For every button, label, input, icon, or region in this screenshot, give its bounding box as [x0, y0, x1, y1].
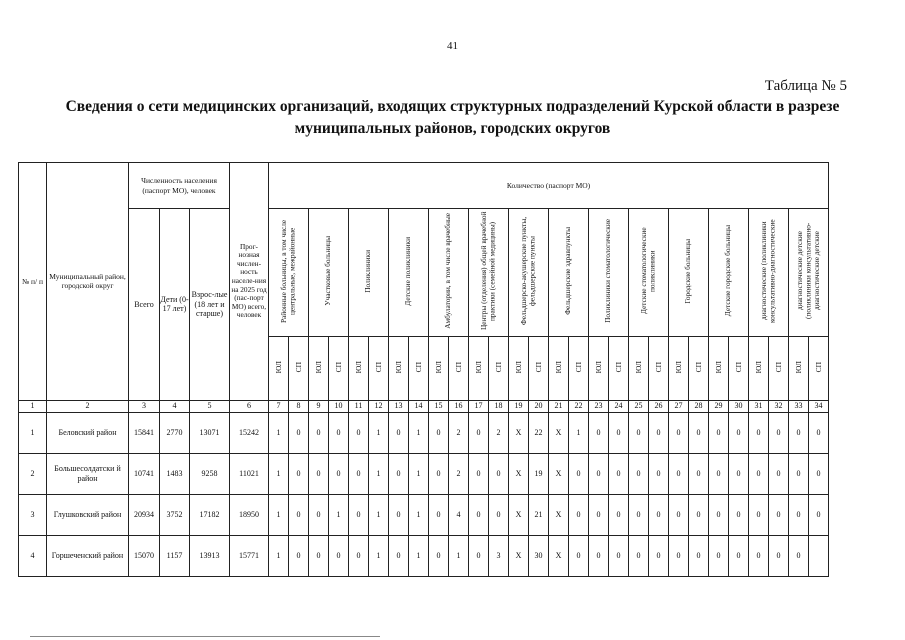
value-cell: 2 — [449, 453, 469, 494]
value-cell: 15242 — [230, 412, 269, 453]
value-cell: 0 — [709, 412, 729, 453]
value-cell: X — [549, 412, 569, 453]
value-cell: 0 — [589, 453, 609, 494]
value-cell: 1 — [269, 453, 289, 494]
header-sub-structural-unit — [729, 336, 749, 400]
header-sub-label: ЮЛ — [593, 360, 603, 373]
data-table — [18, 162, 829, 577]
page-bottom-rule — [30, 636, 380, 637]
column-number: 13 — [389, 400, 409, 412]
value-cell: 0 — [289, 494, 309, 535]
header-sub-label: ЮЛ — [273, 360, 283, 373]
value-cell: 0 — [309, 453, 329, 494]
value-cell: 1 — [329, 494, 349, 535]
value-cell: 0 — [469, 535, 489, 576]
value-cell: 20934 — [129, 494, 160, 535]
value-cell: 0 — [609, 453, 629, 494]
header-sub-legal-entity — [549, 336, 569, 400]
value-cell: 0 — [569, 494, 589, 535]
value-cell: 1 — [369, 535, 389, 576]
header-sub-label: СП — [293, 361, 303, 372]
value-cell: 1 — [409, 494, 429, 535]
value-cell: 18950 — [230, 494, 269, 535]
value-cell: 0 — [349, 412, 369, 453]
value-cell: 0 — [729, 412, 749, 453]
header-forecast: Прог-нозная числен-ность населе-ния на 2025 год (пас-порт МО) всего, человек — [230, 163, 269, 401]
value-cell: 0 — [309, 494, 329, 535]
header-children: Дети (0-17 лет) — [160, 209, 190, 401]
header-sub-legal-entity — [309, 336, 329, 400]
value-cell: 0 — [389, 535, 409, 576]
header-sub-legal-entity — [349, 336, 369, 400]
header-sub-label: ЮЛ — [553, 360, 563, 373]
header-sub-legal-entity — [389, 336, 409, 400]
header-category-label: диагностические детские (поликлиники консультативно-диагностические детские — [794, 222, 821, 320]
header-sub-label: ЮЛ — [473, 360, 483, 373]
header-category-11 — [669, 209, 709, 337]
header-sub-label: СП — [453, 361, 463, 372]
value-cell: 0 — [649, 412, 669, 453]
header-sub-legal-entity — [429, 336, 449, 400]
header-sub-legal-entity — [669, 336, 689, 400]
value-cell: 0 — [429, 412, 449, 453]
value-cell: 0 — [629, 412, 649, 453]
value-cell: 0 — [489, 453, 509, 494]
header-district: Муниципальный район, городской округ — [47, 163, 129, 401]
value-cell: 0 — [789, 535, 809, 576]
header-sub-label: СП — [653, 361, 663, 372]
value-cell: 1 — [369, 494, 389, 535]
header-sub-structural-unit — [569, 336, 589, 400]
value-cell: X — [549, 535, 569, 576]
header-sub-label: СП — [333, 361, 343, 372]
district-cell: Глушковский район — [47, 494, 129, 535]
row-number-cell: 3 — [19, 494, 47, 535]
column-number: 33 — [789, 400, 809, 412]
header-category-label: Детские стоматологические поликлиники — [639, 227, 657, 315]
header-sub-label: ЮЛ — [353, 360, 363, 373]
value-cell: 1 — [269, 535, 289, 576]
header-category-label: Поликлиники стоматологические — [603, 219, 613, 323]
header-sub-structural-unit — [369, 336, 389, 400]
header-category-1 — [269, 209, 309, 337]
column-number: 32 — [769, 400, 789, 412]
header-category-label: Амбулатории, в том числе врачебные — [443, 213, 453, 329]
value-cell: 0 — [669, 494, 689, 535]
value-cell: 0 — [609, 535, 629, 576]
value-cell: 11021 — [230, 453, 269, 494]
header-category-13 — [749, 209, 789, 337]
value-cell: 0 — [749, 494, 769, 535]
header-sub-structural-unit — [329, 336, 349, 400]
header-quantity-group: Количество (паспорт МО) — [269, 163, 829, 209]
value-cell: 1 — [409, 412, 429, 453]
header-sub-label: СП — [733, 361, 743, 372]
table-row — [19, 535, 829, 576]
header-sub-legal-entity — [709, 336, 729, 400]
value-cell: 0 — [489, 494, 509, 535]
value-cell: 0 — [789, 494, 809, 535]
header-sub-structural-unit — [449, 336, 469, 400]
value-cell: 0 — [429, 494, 449, 535]
value-cell: 0 — [569, 453, 589, 494]
value-cell: 0 — [349, 494, 369, 535]
value-cell: 0 — [309, 412, 329, 453]
header-sub-structural-unit — [689, 336, 709, 400]
value-cell: X — [509, 453, 529, 494]
header-category-label: Участковые больницы — [323, 236, 333, 306]
value-cell: 1 — [269, 412, 289, 453]
value-cell: 19 — [529, 453, 549, 494]
header-category-label: Фельдшерско-акушерские пункты, фельдшерские пункты — [519, 216, 537, 326]
document-title: Сведения о сети медицинских организаций, входящих структурных подразделений Курской области в разрезе муниципальных районов, городских округов — [65, 98, 840, 137]
header-sub-label: СП — [773, 361, 783, 372]
value-cell: 0 — [589, 412, 609, 453]
value-cell: 0 — [689, 453, 709, 494]
value-cell: 1 — [409, 453, 429, 494]
column-number: 22 — [569, 400, 589, 412]
value-cell: 0 — [749, 535, 769, 576]
column-number: 10 — [329, 400, 349, 412]
column-number: 18 — [489, 400, 509, 412]
row-number-cell: 1 — [19, 412, 47, 453]
value-cell: 1 — [369, 453, 389, 494]
header-sub-label: ЮЛ — [753, 360, 763, 373]
header-category-label: Фельдшерские здравпункты — [563, 227, 573, 315]
header-sub-label: ЮЛ — [393, 360, 403, 373]
district-cell: Горшеченский район — [47, 535, 129, 576]
header-sub-structural-unit — [409, 336, 429, 400]
column-number: 24 — [609, 400, 629, 412]
column-number: 30 — [729, 400, 749, 412]
value-cell: 3 — [489, 535, 509, 576]
value-cell: X — [549, 453, 569, 494]
column-number: 1 — [19, 400, 47, 412]
value-cell: 0 — [349, 453, 369, 494]
column-number: 2 — [47, 400, 129, 412]
value-cell: 1 — [569, 412, 589, 453]
header-sub-structural-unit — [529, 336, 549, 400]
value-cell: 0 — [609, 412, 629, 453]
column-number: 29 — [709, 400, 729, 412]
value-cell: 0 — [789, 453, 809, 494]
header-category-label: Детские городские больницы — [723, 225, 733, 317]
header-category-14 — [789, 209, 829, 337]
value-cell: 0 — [689, 494, 709, 535]
value-cell: 1 — [409, 535, 429, 576]
column-number: 28 — [689, 400, 709, 412]
header-sub-legal-entity — [269, 336, 289, 400]
table-row — [19, 494, 829, 535]
header-sub-legal-entity — [469, 336, 489, 400]
column-number: 16 — [449, 400, 469, 412]
value-cell: 0 — [809, 453, 829, 494]
value-cell: 22 — [529, 412, 549, 453]
header-category-label: диагностические (поликлиники консультативно-диагностические — [759, 219, 777, 323]
header-sub-label: СП — [373, 361, 383, 372]
header-sub-label: СП — [493, 361, 503, 372]
value-cell: 15070 — [129, 535, 160, 576]
value-cell: 0 — [349, 535, 369, 576]
value-cell: 0 — [289, 412, 309, 453]
column-number: 11 — [349, 400, 369, 412]
value-cell: 0 — [609, 494, 629, 535]
column-number: 19 — [509, 400, 529, 412]
value-cell: 1 — [269, 494, 289, 535]
value-cell: X — [509, 412, 529, 453]
value-cell: 4 — [449, 494, 469, 535]
value-cell: 0 — [769, 453, 789, 494]
district-cell: Беловский район — [47, 412, 129, 453]
value-cell: 1157 — [160, 535, 190, 576]
header-category-8 — [549, 209, 589, 337]
header-category-label: Детские поликлиники — [403, 236, 413, 306]
value-cell: 0 — [769, 535, 789, 576]
header-total: Всего — [129, 209, 160, 401]
value-cell: 0 — [809, 412, 829, 453]
header-category-9 — [589, 209, 629, 337]
header-sub-label: ЮЛ — [713, 360, 723, 373]
value-cell: 0 — [769, 494, 789, 535]
value-cell: 0 — [669, 453, 689, 494]
column-number: 15 — [429, 400, 449, 412]
column-number: 23 — [589, 400, 609, 412]
header-sub-structural-unit — [809, 336, 829, 400]
header-sub-structural-unit — [289, 336, 309, 400]
header-sub-label: ЮЛ — [313, 360, 323, 373]
column-number: 17 — [469, 400, 489, 412]
header-category-6 — [469, 209, 509, 337]
header-category-4 — [389, 209, 429, 337]
column-number: 4 — [160, 400, 190, 412]
value-cell: X — [509, 535, 529, 576]
column-number: 34 — [809, 400, 829, 412]
value-cell: 0 — [309, 535, 329, 576]
column-number: 20 — [529, 400, 549, 412]
value-cell: 0 — [729, 535, 749, 576]
header-sub-legal-entity — [509, 336, 529, 400]
header-category-3 — [349, 209, 389, 337]
value-cell: 30 — [529, 535, 549, 576]
value-cell: 0 — [589, 535, 609, 576]
column-number: 31 — [749, 400, 769, 412]
header-sub-label: ЮЛ — [513, 360, 523, 373]
header-sub-label: СП — [533, 361, 543, 372]
value-cell: 0 — [389, 494, 409, 535]
column-number: 9 — [309, 400, 329, 412]
value-cell: 2770 — [160, 412, 190, 453]
value-cell: X — [549, 494, 569, 535]
value-cell: 0 — [629, 494, 649, 535]
value-cell: 0 — [569, 535, 589, 576]
value-cell: 0 — [629, 535, 649, 576]
value-cell: 0 — [329, 535, 349, 576]
value-cell: 2 — [489, 412, 509, 453]
header-category-label: Центры (отделения) общей врачебной практики (семейной медицины) — [479, 211, 497, 331]
header-sub-label: СП — [613, 361, 623, 372]
header-sub-label: ЮЛ — [633, 360, 643, 373]
header-sub-legal-entity — [589, 336, 609, 400]
column-number: 3 — [129, 400, 160, 412]
header-sub-label: СП — [813, 361, 823, 372]
header-sub-structural-unit — [489, 336, 509, 400]
column-number: 5 — [190, 400, 230, 412]
value-cell: 0 — [469, 494, 489, 535]
table-label: Таблица № 5 — [764, 78, 847, 94]
column-number: 7 — [269, 400, 289, 412]
page-number: 41 — [447, 40, 458, 52]
column-number: 14 — [409, 400, 429, 412]
value-cell: 3752 — [160, 494, 190, 535]
header-sub-label: СП — [413, 361, 423, 372]
value-cell: 13071 — [190, 412, 230, 453]
value-cell: 0 — [329, 412, 349, 453]
value-cell: 0 — [809, 494, 829, 535]
value-cell: 9258 — [190, 453, 230, 494]
column-number: 8 — [289, 400, 309, 412]
table-row — [19, 453, 829, 494]
value-cell: 0 — [789, 412, 809, 453]
value-cell: 0 — [589, 494, 609, 535]
header-category-label: Поликлиники — [363, 249, 373, 293]
value-cell: 0 — [389, 412, 409, 453]
header-category-2 — [309, 209, 349, 337]
value-cell: 0 — [669, 412, 689, 453]
value-cell: 0 — [769, 412, 789, 453]
header-sub-label: СП — [573, 361, 583, 372]
header-sub-structural-unit — [609, 336, 629, 400]
value-cell: 1483 — [160, 453, 190, 494]
value-cell: 15841 — [129, 412, 160, 453]
header-category-10 — [629, 209, 669, 337]
header-sub-label: СП — [693, 361, 703, 372]
header-sub-label: ЮЛ — [433, 360, 443, 373]
value-cell: 0 — [429, 535, 449, 576]
header-category-label: Районные больницы, в том числе центральные, межрайонные — [279, 219, 297, 323]
header-row-number: № п/ п — [19, 163, 47, 401]
column-number-row — [19, 400, 829, 412]
value-cell: 0 — [469, 412, 489, 453]
value-cell: 0 — [729, 494, 749, 535]
header-population-group: Численность населения (паспорт МО), человек — [129, 163, 230, 209]
value-cell: 0 — [709, 453, 729, 494]
header-sub-legal-entity — [789, 336, 809, 400]
value-cell: 0 — [729, 453, 749, 494]
header-sub-legal-entity — [629, 336, 649, 400]
table-row — [19, 412, 829, 453]
header-sub-label: ЮЛ — [673, 360, 683, 373]
column-number: 25 — [629, 400, 649, 412]
value-cell: X — [509, 494, 529, 535]
value-cell: 0 — [329, 453, 349, 494]
header-adults: Взрос-лые (18 лет и старше) — [190, 209, 230, 401]
value-cell: 15771 — [230, 535, 269, 576]
row-number-cell: 4 — [19, 535, 47, 576]
row-number-cell: 2 — [19, 453, 47, 494]
value-cell: 21 — [529, 494, 549, 535]
header-sub-label: ЮЛ — [793, 360, 803, 373]
value-cell: 0 — [749, 453, 769, 494]
column-number: 6 — [230, 400, 269, 412]
value-cell: 13913 — [190, 535, 230, 576]
value-cell: 0 — [649, 494, 669, 535]
value-cell: 2 — [449, 412, 469, 453]
district-cell: Большесолдатски й район — [47, 453, 129, 494]
value-cell: 0 — [629, 453, 649, 494]
value-cell: 0 — [749, 412, 769, 453]
value-cell: 0 — [669, 535, 689, 576]
value-cell: 0 — [689, 535, 709, 576]
value-cell: 1 — [369, 412, 389, 453]
column-number: 27 — [669, 400, 689, 412]
column-number: 12 — [369, 400, 389, 412]
value-cell: 0 — [649, 453, 669, 494]
value-cell: 17182 — [190, 494, 230, 535]
value-cell: 0 — [429, 453, 449, 494]
header-sub-structural-unit — [769, 336, 789, 400]
header-category-label: Городские больницы — [683, 238, 693, 304]
column-number: 26 — [649, 400, 669, 412]
header-category-5 — [429, 209, 469, 337]
header-row-2 — [19, 209, 829, 337]
header-category-7 — [509, 209, 549, 337]
value-cell: 0 — [689, 412, 709, 453]
value-cell: 0 — [649, 535, 669, 576]
value-cell: 0 — [709, 535, 729, 576]
value-cell: 0 — [289, 453, 309, 494]
value-cell: 1 — [449, 535, 469, 576]
value-cell: 0 — [289, 535, 309, 576]
value-cell: 0 — [389, 453, 409, 494]
value-cell: 0 — [709, 494, 729, 535]
header-sub-legal-entity — [749, 336, 769, 400]
header-sub-structural-unit — [649, 336, 669, 400]
value-cell: 0 — [469, 453, 489, 494]
column-number: 21 — [549, 400, 569, 412]
value-cell — [809, 535, 829, 576]
header-category-12 — [709, 209, 749, 337]
header-row-1 — [19, 163, 829, 209]
value-cell: 10741 — [129, 453, 160, 494]
